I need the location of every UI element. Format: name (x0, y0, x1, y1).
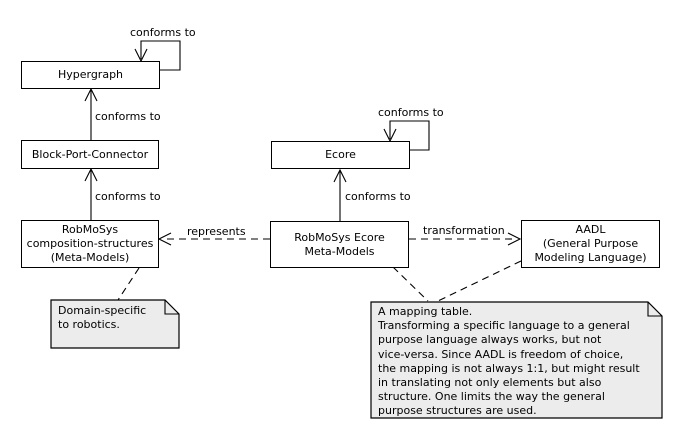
node-robmosys-composition (21, 220, 159, 268)
node-label: RobMoSys (61, 223, 119, 236)
note-line: the mapping is not always 1:1, but might result (378, 361, 640, 375)
node-label: composition-structures (26, 237, 154, 250)
note-line: to robotics. (58, 318, 120, 332)
edge-label-transformation: transformation (423, 224, 505, 237)
node-label: AADL (575, 223, 606, 236)
note-line: in translating not only elements but also (378, 376, 602, 390)
note-line: purpose language always works, but not (378, 333, 602, 347)
node-label: Meta-Models (304, 244, 375, 258)
node-label: RobMoSys Ecore (294, 230, 385, 244)
node-hypergraph (21, 61, 160, 89)
connector-composition-to-domain-note (118, 268, 139, 300)
note-line: Domain-specific (58, 304, 147, 317)
note-line: vice-versa. Since AADL is freedom of choice, (378, 347, 624, 361)
edge-label-conforms-to: conforms to (95, 110, 161, 123)
node-label: (Meta-Models) (50, 251, 130, 264)
connector-ecoremm-to-mapping-note (393, 267, 428, 301)
node-label: Block-Port-Connector (31, 147, 149, 161)
note-line: purpose structures are used. (378, 404, 537, 418)
node-aadl (521, 220, 660, 268)
edge-label-represents: represents (187, 225, 246, 238)
node-ecore (271, 141, 410, 169)
domain-note-text (58, 304, 146, 332)
connector-aadl-to-mapping-note (438, 261, 521, 301)
edge-label-conforms-to: conforms to (130, 26, 196, 39)
edge-label-conforms-to: conforms to (345, 190, 411, 203)
note-line: Transforming a specific language to a general (378, 319, 630, 333)
node-robmosys-ecore (270, 221, 409, 268)
node-label: Modeling Language) (534, 251, 647, 264)
node-label: Ecore (325, 148, 356, 161)
node-block-port-connector (21, 140, 159, 169)
edge-label-conforms-to: conforms to (95, 190, 161, 203)
mapping-note-text (378, 305, 640, 419)
note-line: A mapping table. (378, 305, 473, 318)
node-label: (General Purpose (542, 237, 639, 250)
node-label: Hypergraph (57, 68, 124, 81)
edge-label-conforms-to: conforms to (378, 106, 444, 119)
note-line: structure. One limits the way the general (378, 390, 605, 404)
